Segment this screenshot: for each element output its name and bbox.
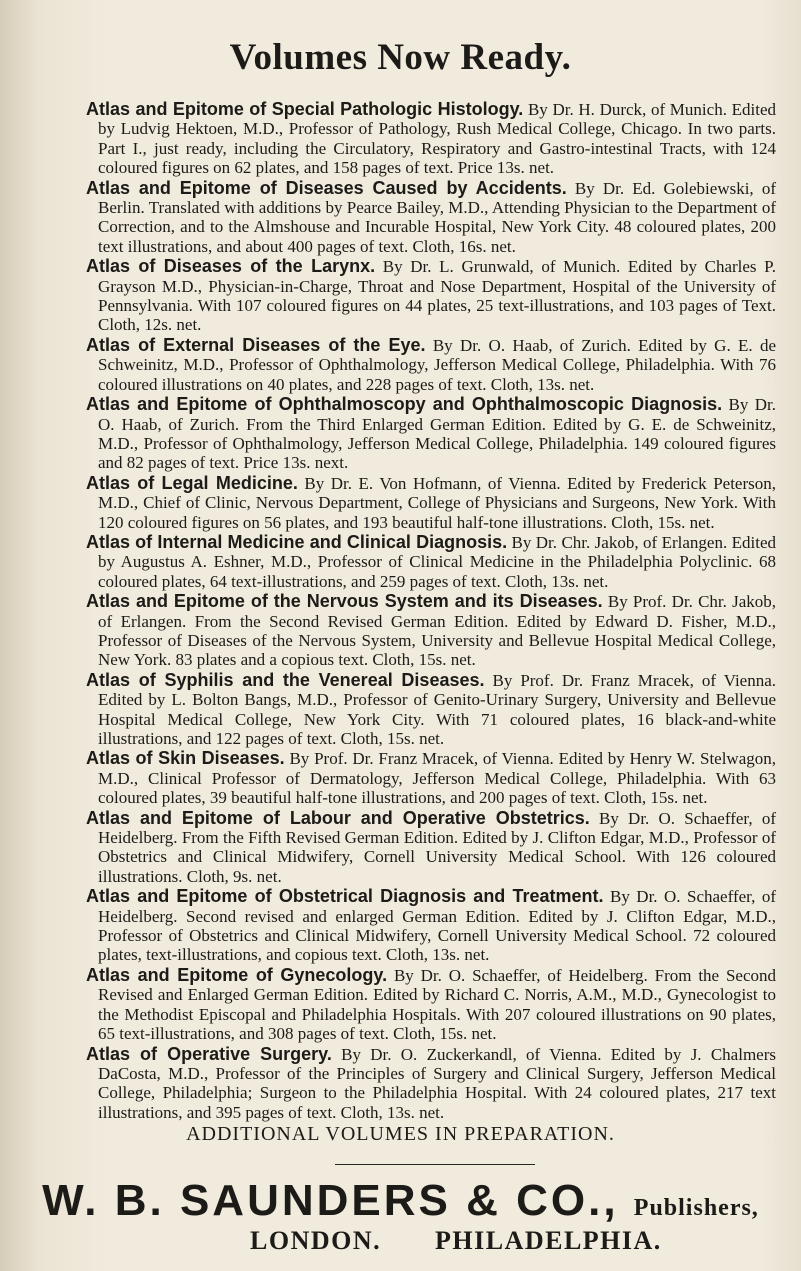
book-description: By Dr. O. Schaeffer, of Heidelberg. From the Fifth Revised German Edition. Edited by J. Clifton Edgar, M.D., Professor of Obstetrics and Clinical Midwifery, Cornell University Medical School. With 126 coloured illustrations. Cloth, 9s. net. (98, 808, 777, 886)
additional-volumes-note: ADDITIONAL VOLUMES IN PREPARATION. (186, 1123, 615, 1145)
divider (335, 1164, 535, 1165)
book-title: Atlas of Legal Medicine. (86, 472, 298, 493)
book-entry (86, 395, 776, 473)
book-description: By Dr. O. Haab, of Zurich. Edited by G. E. de Schweinitz, M.D., Professor of Ophthalmology, Jefferson Medical College, Philadelphia. With 76 coloured illustrations on 40 plates, and 228 pages of text. Cloth, 13s. net. (98, 335, 776, 394)
book-title: Atlas and Epitome of Gynecology. (86, 964, 388, 985)
book-description: By Prof. Dr. Franz Mracek, of Vienna. Edited by L. Bolton Bangs, M.D., Professor of Genito-Urinary Surgery, University and Bellevue Hospital Medical College, New York City. With 71 coloured plates, 16 black-and-white illustrations, and 122 pages of text. Cloth, 15s. net. (98, 670, 777, 748)
book-entry (86, 179, 776, 257)
book-title: Atlas and Epitome of Special Pathologic Histology. (86, 99, 524, 119)
book-title: Atlas of Operative Surgery. (86, 1043, 332, 1064)
book-entry (86, 809, 776, 887)
book-title: Atlas of Skin Diseases. (86, 748, 285, 769)
book-description: By Dr. O. Schaeffer, of Heidelberg. From the Second Revised and Enlarged German Edition. Edited by Richard C. Norris, A.M., M.D., Gynecologist to the Methodist Episcopal and Philadelphia Hospitals. With 207 coloured illustrations on 90 plates, 65 text-illustrations, and 308 pages of text. Cloth, 15s. net. (98, 965, 776, 1044)
book-title: Atlas of Internal Medicine and Clinical Diagnosis. (86, 531, 508, 552)
book-description: By Dr. O. Zuckerkandl, of Vienna. Edited by J. Chalmers DaCosta, M.D., Professor of the Principles of Surgery and Clinical Surgery, Jefferson Medical College, Philadelphia; Surgeon to the Philadelphia Hospital. With 24 coloured plates, 217 text illustrations, and 395 pages of text. Cloth, 13s. net. (98, 1044, 776, 1122)
book-description: By Dr. L. Grunwald, of Munich. Edited by Charles P. Grayson M.D., Physician-in-Charge, Throat and Nose Department, Hospital of the University of Pennsylvania. With 107 coloured figures on 44 plates, 25 text-illustrations, and 103 pages of Text. Cloth, 12s. net. (98, 257, 777, 335)
publisher-imprint (0, 1176, 801, 1226)
book-description: By Prof. Dr. Franz Mracek, of Vienna. Edited by Henry W. Stelwagon, M.D., Clinical Professor of Dermatology, Jefferson Medical College, Philadelphia. With 63 coloured plates, 39 beautiful half-tone illustrations, and 200 pages of text. Cloth, 15s. net. (98, 749, 777, 808)
book-entry (86, 592, 776, 670)
book-entry (86, 887, 776, 965)
book-title: Atlas and Epitome of Ophthalmoscopy and Ophthalmoscopic Diagnosis. (86, 394, 723, 415)
publisher-name: W. B. SAUNDERS & CO., (42, 1176, 619, 1225)
book-description: By Dr. E. Von Hofmann, of Vienna. Edited by Frederick Peterson, M.D., Chief of Clinic, Nervous Department, College of Physicians and Surgeons, New York. With 120 coloured figures on 56 plates, and 193 beautiful half-tone illustrations. Cloth, 15s. net. (98, 473, 776, 532)
book-description: By Dr. O. Haab, of Zurich. From the Third Enlarged German Edition. Edited by G. E. de Schweinitz, M.D., Professor of Ophthalmology, Jefferson Medical College, Philadelphia. 149 coloured figures and 82 pages of text. Price 13s. next. (98, 395, 777, 473)
book-title: Atlas of External Diseases of the Eye. (86, 334, 426, 355)
book-entry (86, 1045, 776, 1123)
book-entry (86, 966, 776, 1044)
book-entry (86, 257, 776, 335)
book-entry (86, 336, 776, 394)
publisher-suffix: Publishers, (633, 1195, 759, 1221)
book-description: By Dr. Chr. Jakob, of Erlangen. Edited by Augustus A. Eshner, M.D., Professor of Clinical Medicine in the Philadelphia Polyclinic. 68 coloured plates, 64 text-illustrations, and 259 pages of text. Cloth, 13s. net. (98, 532, 776, 591)
book-entry (86, 474, 776, 532)
page-heading: Volumes Now Ready. (229, 37, 572, 78)
book-entry (86, 749, 776, 807)
book-title: Atlas and Epitome of Diseases Caused by Accidents. (86, 177, 567, 198)
book-title: Atlas and Epitome of the Nervous System and its Diseases. (86, 591, 603, 612)
book-description: By Dr. Ed. Golebiewski, of Berlin. Translated with additions by Pearce Bailey, M.D., Attending Physician to the Department of Correction, and to the Almshouse and Incurable Hospital, New York City. 48 coloured plates, 200 text illustrations, and about 400 pages of text. Cloth, 16s. net. (98, 178, 776, 256)
city-london: LONDON. (250, 1226, 382, 1255)
book-entry (86, 671, 776, 749)
book-entry (86, 100, 776, 178)
book-title: Atlas and Epitome of Obstetrical Diagnosis and Treatment. (86, 886, 604, 907)
book-description: By Dr. H. Durck, of Munich. Edited by Ludvig Hektoen, M.D., Professor of Pathology, Rush Medical College, Chicago. In two parts. Part I., just ready, including the Circulatory, Respiratory and Gastro-intestinal Tracts, with 124 coloured figures on 62 plates, and 158 pages of text. Price 13s. net. (98, 100, 776, 178)
book-title: Atlas of Syphilis and the Venereal Diseases. (86, 669, 485, 690)
book-description: By Dr. O. Schaeffer, of Heidelberg. Second revised and enlarged German Edition. Edited by J. Clifton Edgar, M.D., Professor of Obstetrics and Clinical Midwifery, Cornell University Medical School. 72 coloured plates, text-illustrations, and copious text. Cloth, 13s. net. (98, 887, 776, 965)
book-list (86, 100, 776, 1123)
book-entry (86, 533, 776, 591)
city-philadelphia: PHILADELPHIA. (435, 1226, 662, 1255)
book-title: Atlas of Diseases of the Larynx. (86, 256, 376, 277)
book-description: By Prof. Dr. Chr. Jakob, of Erlangen. From the Second Revised German Edition. Edited by Edward D. Fisher, M.D., Professor of Diseases of the Nervous System, University and Bellevue Hospital Medical College, New York. 83 plates and a copious text. Cloth, 15s. net. (98, 592, 776, 670)
book-title: Atlas and Epitome of Labour and Operative Obstetrics. (86, 807, 590, 828)
